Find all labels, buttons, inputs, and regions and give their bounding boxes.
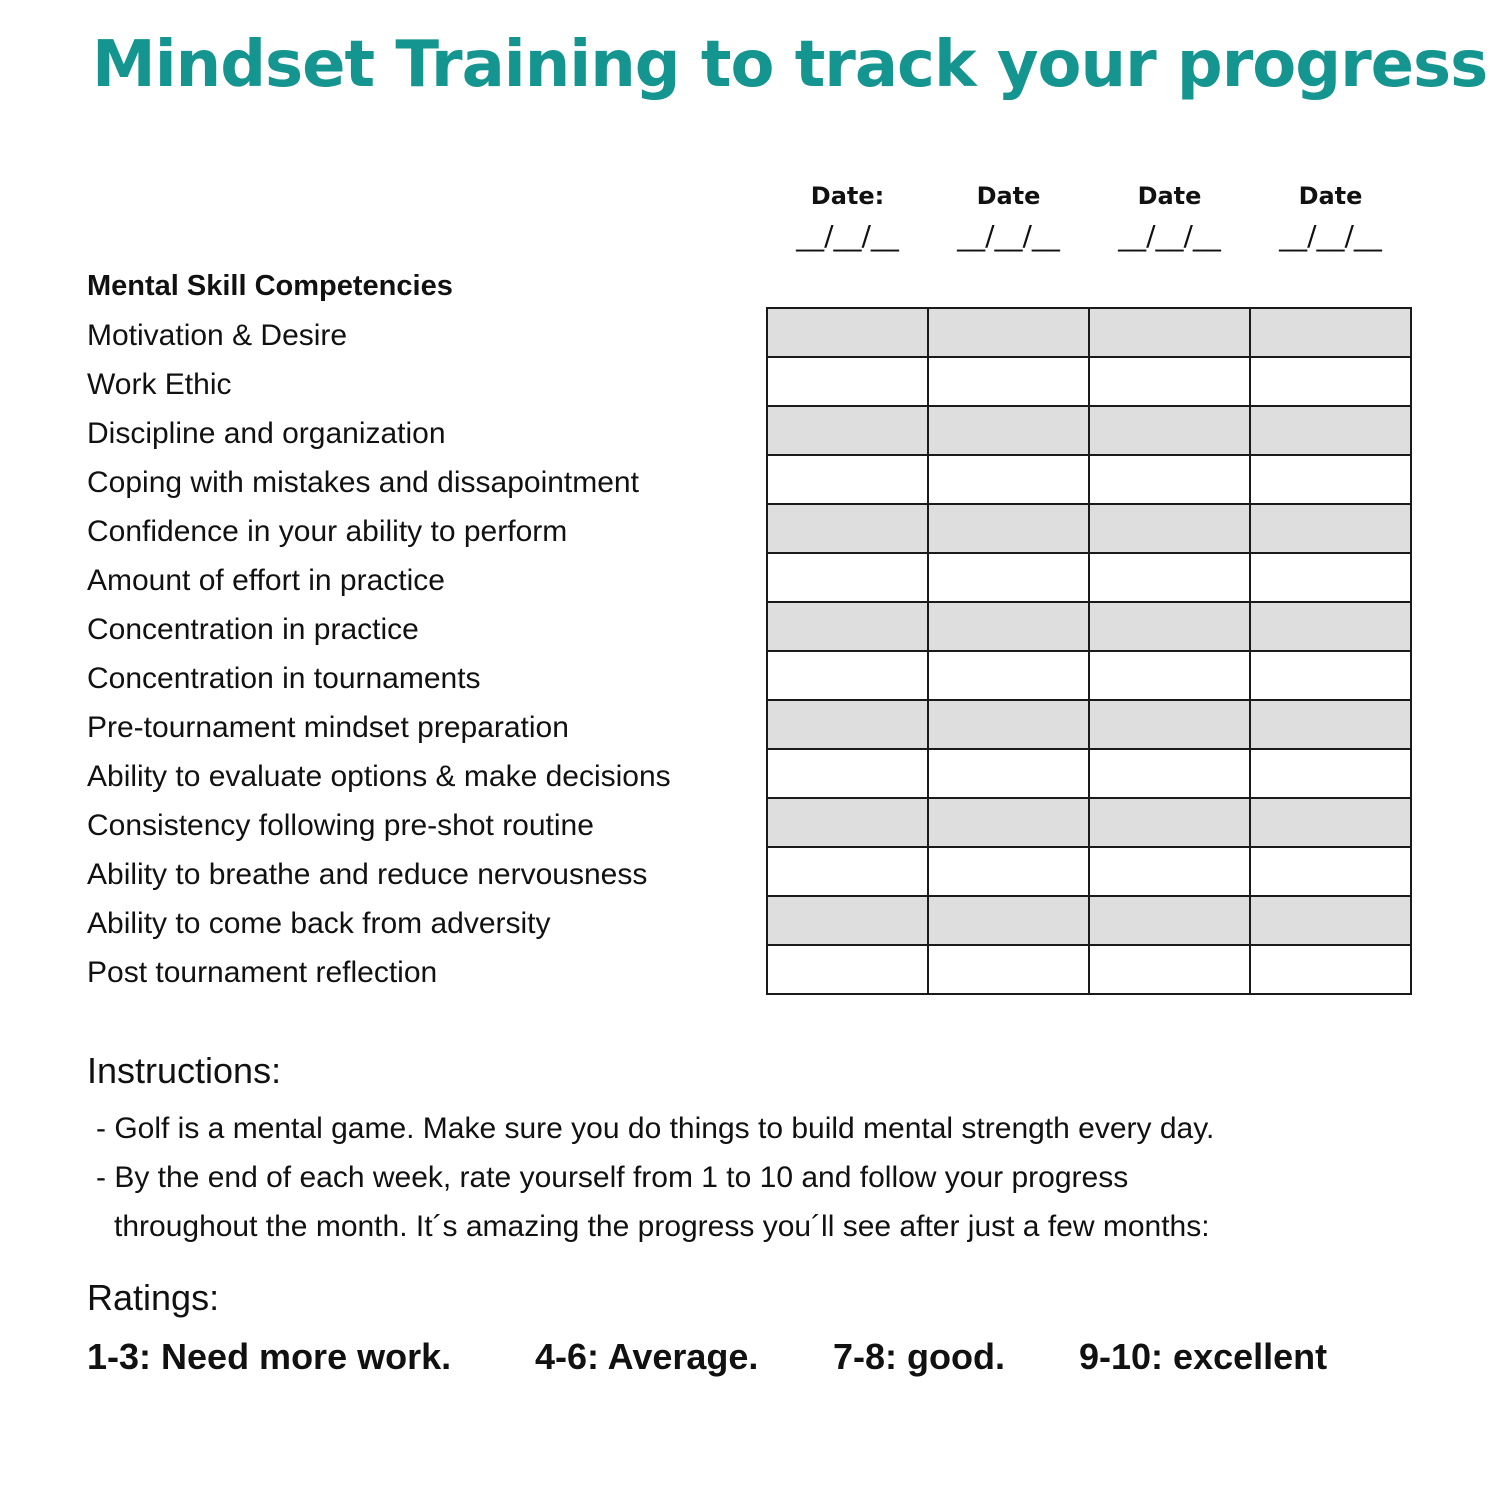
rating-row (767, 406, 1411, 455)
rating-row (767, 700, 1411, 749)
rating-cell[interactable] (767, 357, 928, 406)
instruction-line: - By the end of each week, rate yourself from 1 to 10 and follow your progress (96, 1161, 1129, 1194)
rating-cell[interactable] (1250, 651, 1411, 700)
rating-cell[interactable] (1250, 357, 1411, 406)
rating-item: 9-10: excellent (1079, 1336, 1328, 1377)
rating-cell[interactable] (1250, 504, 1411, 553)
rating-row (767, 602, 1411, 651)
rating-cell[interactable] (1250, 455, 1411, 504)
rating-cell[interactable] (767, 945, 928, 994)
rating-cell[interactable] (928, 847, 1089, 896)
competency-item: Motivation & Desire (87, 319, 348, 352)
rating-row (767, 455, 1411, 504)
rating-cell[interactable] (1089, 357, 1250, 406)
rating-cell[interactable] (928, 357, 1089, 406)
rating-cell[interactable] (767, 847, 928, 896)
competency-item: Consistency following pre-shot routine (87, 809, 594, 842)
rating-item: 4-6: Average. (535, 1336, 759, 1377)
competency-item: Concentration in tournaments (87, 662, 481, 695)
rating-cell[interactable] (928, 553, 1089, 602)
rating-cell[interactable] (928, 798, 1089, 847)
rating-cell[interactable] (1089, 308, 1250, 357)
rating-cell[interactable] (1089, 896, 1250, 945)
instruction-line: - Golf is a mental game. Make sure you do things to build mental strength every day. (96, 1112, 1215, 1145)
rating-cell[interactable] (1089, 847, 1250, 896)
rating-row (767, 945, 1411, 994)
competency-item: Confidence in your ability to perform (87, 515, 568, 548)
rating-cell[interactable] (767, 455, 928, 504)
rating-row (767, 308, 1411, 357)
competency-item: Pre-tournament mindset preparation (87, 711, 569, 744)
rating-cell[interactable] (767, 749, 928, 798)
rating-cell[interactable] (1250, 896, 1411, 945)
competency-item: Work Ethic (87, 368, 232, 401)
date-blank: __/__/__ (957, 219, 1060, 252)
rating-cell[interactable] (1089, 749, 1250, 798)
rating-cell[interactable] (1250, 602, 1411, 651)
instructions-heading: Instructions: (87, 1050, 282, 1091)
date-blank: __/__/__ (796, 219, 899, 252)
rating-cell[interactable] (767, 602, 928, 651)
rating-row (767, 553, 1411, 602)
competencies-heading: Mental Skill Competencies (87, 270, 453, 302)
date-label: Date (1137, 182, 1202, 210)
instructions-text (96, 1104, 1214, 1251)
rating-cell[interactable] (928, 945, 1089, 994)
date-column-header-1 (767, 180, 928, 260)
rating-cell[interactable] (1089, 602, 1250, 651)
competency-item: Ability to evaluate options & make decisions (87, 760, 671, 793)
rating-cell[interactable] (928, 504, 1089, 553)
rating-cell[interactable] (1250, 700, 1411, 749)
date-label: Date (976, 182, 1041, 210)
rating-row (767, 896, 1411, 945)
rating-cell[interactable] (1250, 798, 1411, 847)
rating-cell[interactable] (767, 504, 928, 553)
date-column-header-4 (1250, 180, 1411, 260)
rating-cell[interactable] (1089, 651, 1250, 700)
rating-cell[interactable] (767, 896, 928, 945)
rating-grid (766, 307, 1412, 995)
rating-row (767, 357, 1411, 406)
rating-cell[interactable] (767, 700, 928, 749)
date-label: Date: (810, 182, 885, 210)
rating-cell[interactable] (767, 651, 928, 700)
rating-cell[interactable] (767, 553, 928, 602)
rating-cell[interactable] (1089, 455, 1250, 504)
ratings-heading: Ratings: (87, 1277, 220, 1318)
competency-item: Ability to breathe and reduce nervousness (87, 858, 648, 891)
rating-row (767, 504, 1411, 553)
rating-cell[interactable] (767, 798, 928, 847)
rating-cell[interactable] (767, 406, 928, 455)
rating-cell[interactable] (1250, 406, 1411, 455)
competency-item: Discipline and organization (87, 417, 446, 450)
rating-cell[interactable] (928, 308, 1089, 357)
rating-cell[interactable] (1089, 798, 1250, 847)
rating-cell[interactable] (928, 651, 1089, 700)
rating-cell[interactable] (1250, 553, 1411, 602)
rating-cell[interactable] (1089, 553, 1250, 602)
rating-cell[interactable] (1089, 945, 1250, 994)
date-column-header-3 (1089, 180, 1250, 260)
rating-cell[interactable] (1250, 945, 1411, 994)
competency-item: Ability to come back from adversity (87, 907, 551, 940)
rating-cell[interactable] (1089, 406, 1250, 455)
competency-item: Post tournament reflection (87, 956, 438, 989)
rating-row (767, 651, 1411, 700)
page-title: Mindset Training to track your progress (92, 28, 1488, 102)
rating-cell[interactable] (928, 896, 1089, 945)
competency-list (87, 262, 671, 997)
rating-cell[interactable] (1089, 504, 1250, 553)
date-blank: __/__/__ (1279, 219, 1382, 252)
ratings-legend (87, 1336, 1327, 1378)
competency-item: Concentration in practice (87, 613, 419, 646)
rating-cell[interactable] (1250, 308, 1411, 357)
rating-cell[interactable] (928, 700, 1089, 749)
rating-item: 7-8: good. (833, 1336, 1005, 1377)
rating-cell[interactable] (1250, 749, 1411, 798)
rating-cell[interactable] (1089, 700, 1250, 749)
date-blank: __/__/__ (1118, 219, 1221, 252)
rating-cell[interactable] (928, 406, 1089, 455)
rating-cell[interactable] (767, 308, 928, 357)
rating-cell[interactable] (928, 455, 1089, 504)
instruction-line: throughout the month. It´s amazing the progress you´ll see after just a few months: (114, 1210, 1210, 1243)
date-label: Date (1298, 182, 1363, 210)
competency-item: Coping with mistakes and dissapointment (87, 466, 639, 499)
rating-row (767, 749, 1411, 798)
rating-cell[interactable] (928, 602, 1089, 651)
rating-row (767, 798, 1411, 847)
rating-item: 1-3: Need more work. (87, 1336, 452, 1377)
rating-row (767, 847, 1411, 896)
rating-cell[interactable] (1250, 847, 1411, 896)
date-column-header-2 (928, 180, 1089, 260)
rating-cell[interactable] (928, 749, 1089, 798)
competency-item: Amount of effort in practice (87, 564, 445, 597)
